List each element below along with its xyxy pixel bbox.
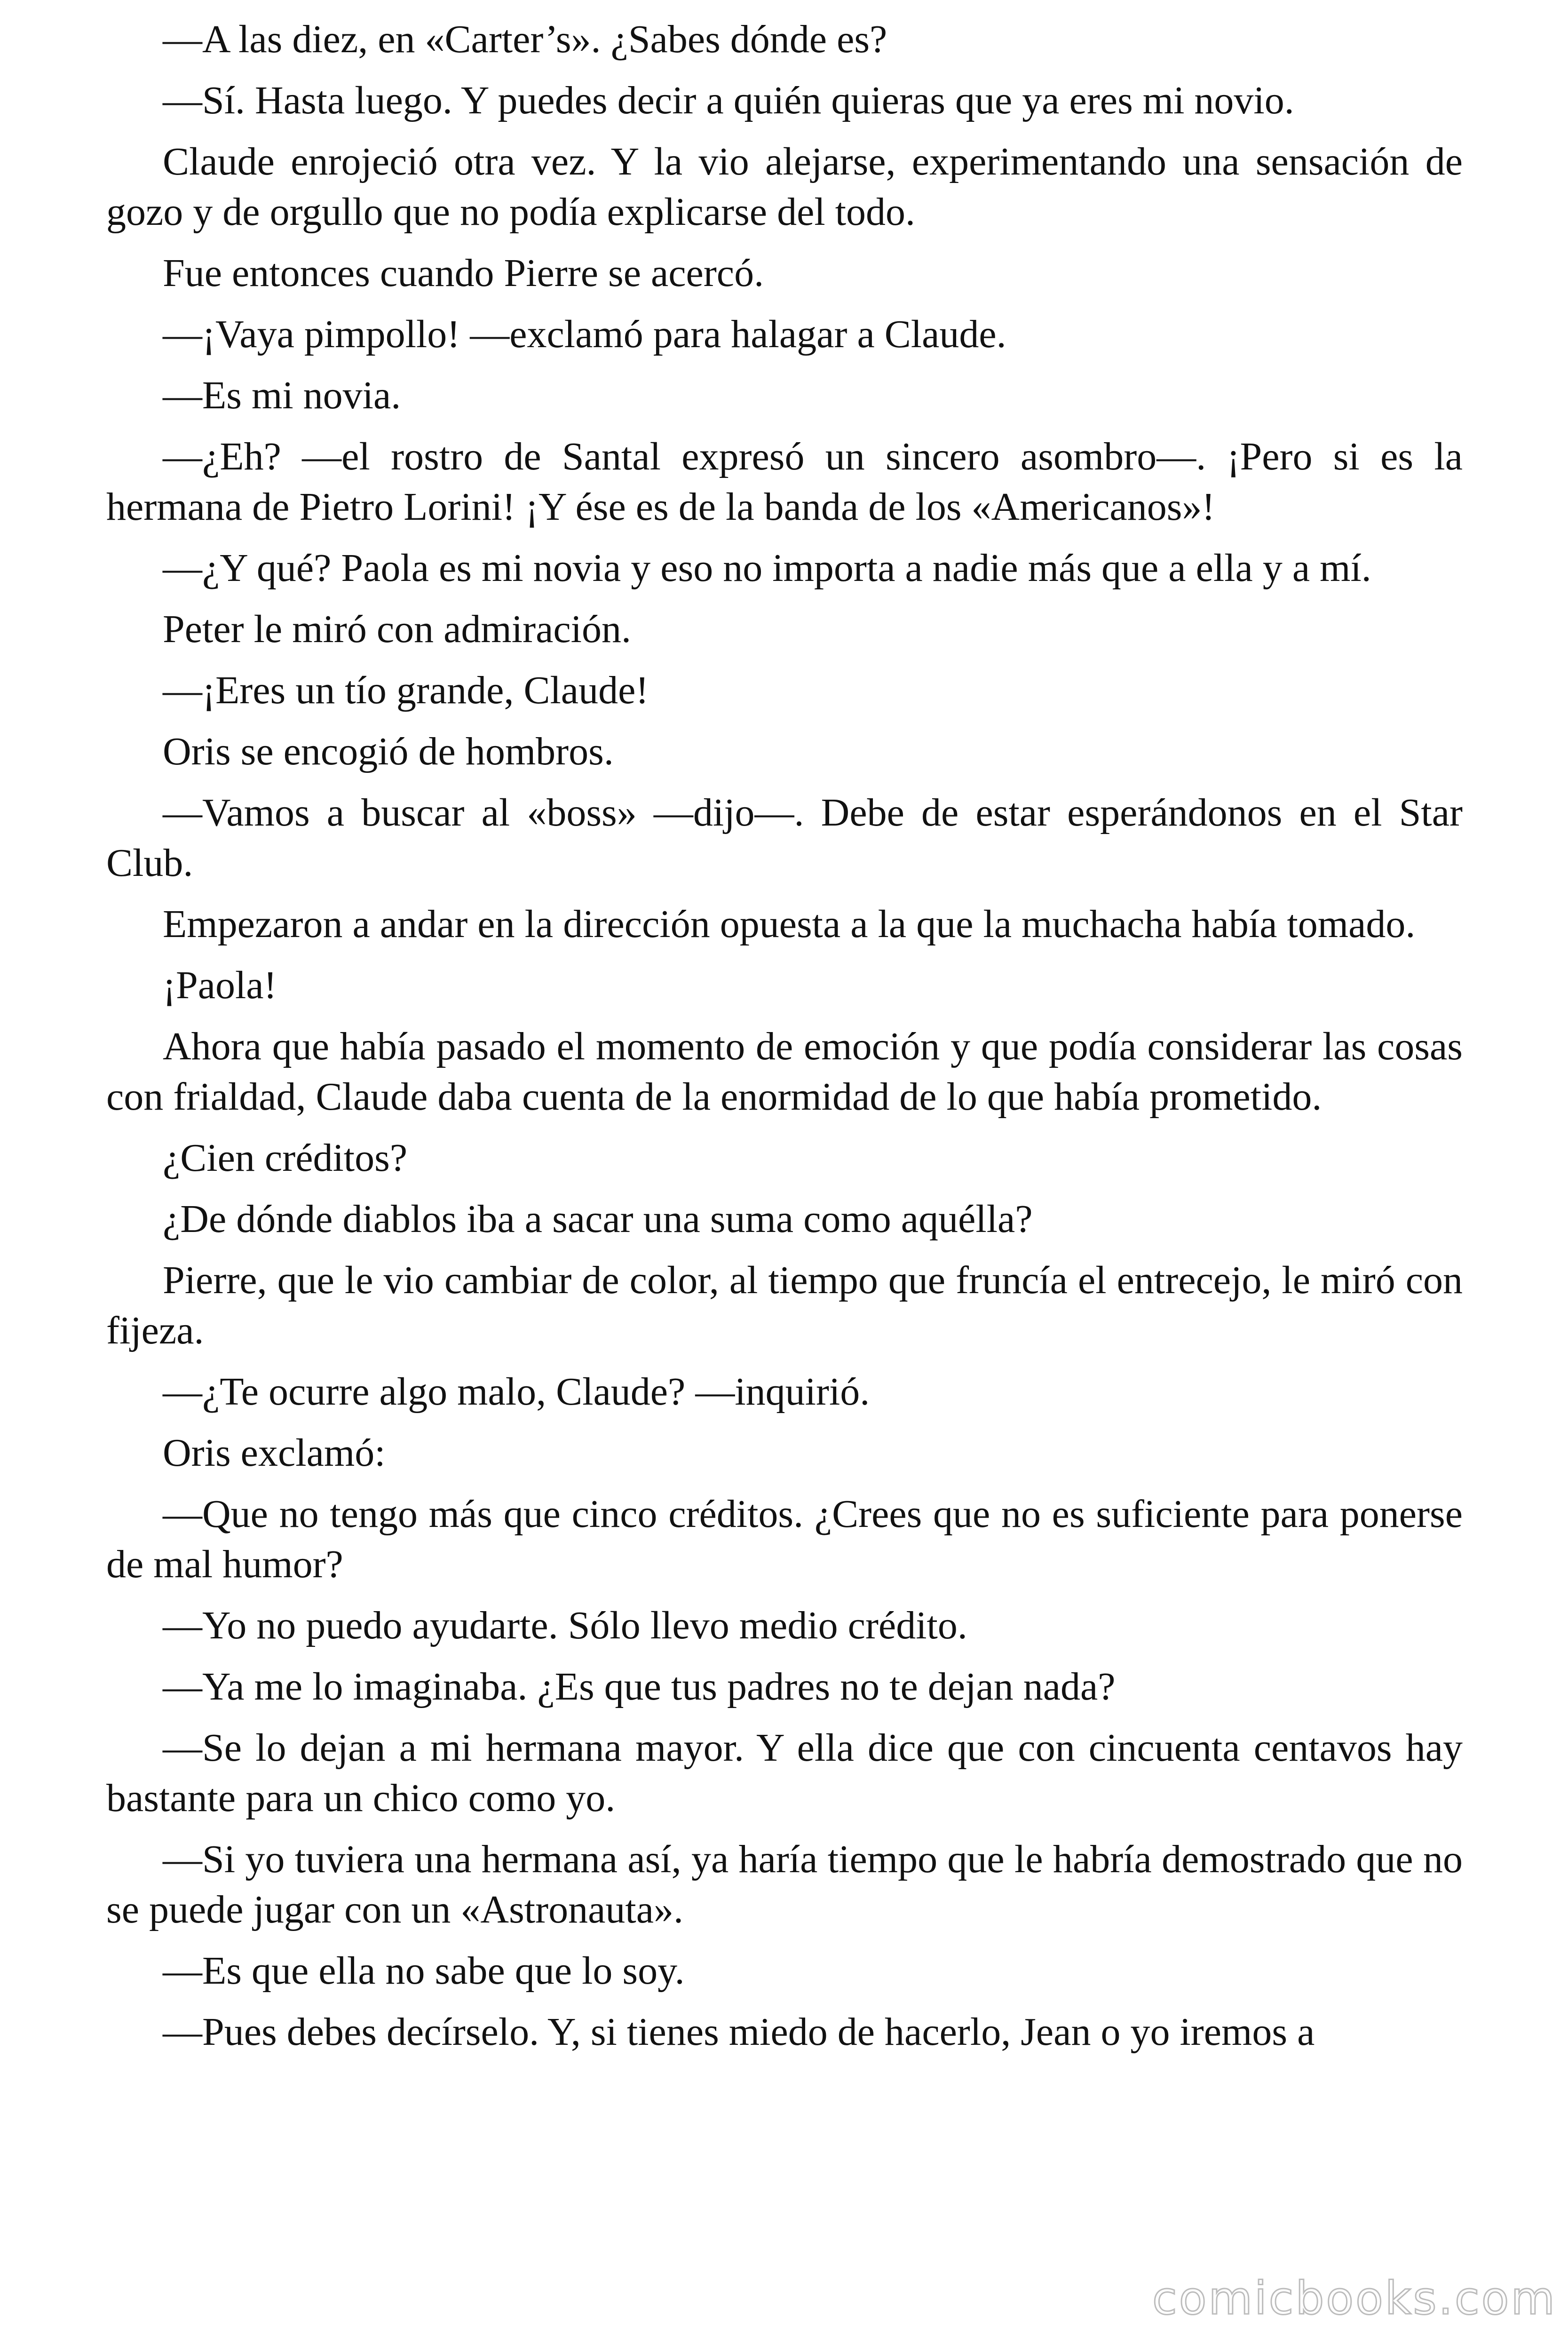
- paragraph: Fue entonces cuando Pierre se acercó.: [163, 251, 764, 295]
- paragraph: —Vamos a buscar al «boss» —dijo—. Debe de estar esperándonos en el Star Club.: [106, 791, 1463, 885]
- paragraph: —¡Vaya pimpollo! —exclamó para halagar a Claude.: [163, 312, 1006, 356]
- paragraph: Empezaron a andar en la dirección opuesta a la que la muchacha había tomado.: [163, 902, 1416, 946]
- paragraph: Pierre, que le vio cambiar de color, al tiempo que fruncía el entrecejo, le miró con fijeza.: [106, 1258, 1463, 1352]
- paragraph: —Ya me lo imaginaba. ¿Es que tus padres no te dejan nada?: [163, 1665, 1116, 1708]
- paragraph: Oris exclamó:: [163, 1431, 386, 1475]
- paragraph: —Se lo dejan a mi hermana mayor. Y ella dice que con cincuenta centavos hay bastante para un chico como yo.: [106, 1726, 1463, 1820]
- paragraph: —Es mi novia.: [163, 373, 401, 417]
- paragraph: —Si yo tuviera una hermana así, ya haría tiempo que le habría demostrado que no se puede jugar con un «Astronauta».: [106, 1837, 1463, 1931]
- paragraph: —¿Y qué? Paola es mi novia y eso no importa a nadie más que a ella y a mí.: [163, 546, 1371, 590]
- paragraph: —Sí. Hasta luego. Y puedes decir a quién quieras que ya eres mi novio.: [163, 79, 1294, 122]
- paragraph: —Que no tengo más que cinco créditos. ¿Crees que no es suficiente para ponerse de mal humor?: [106, 1492, 1463, 1586]
- paragraph: —Es que ella no sabe que lo soy.: [163, 1949, 685, 1993]
- paragraph: Claude enrojeció otra vez. Y la vio alejarse, experimentando una sensación de gozo y de orgullo que no podía explicarse del todo.: [106, 140, 1463, 234]
- paragraph: ¿De dónde diablos iba a sacar una suma como aquélla?: [163, 1197, 1033, 1241]
- paragraph: —¿Eh? —el rostro de Santal expresó un sincero asombro—. ¡Pero si es la hermana de Pietro Lorini! ¡Y ése es de la banda de los «Americanos»!: [106, 435, 1463, 529]
- paragraph: —¡Eres un tío grande, Claude!: [163, 668, 649, 712]
- watermark: comicbooks.com: [1152, 2272, 1557, 2325]
- paragraph: —Pues debes decírselo. Y, si tienes miedo de hacerlo, Jean o yo iremos a: [163, 2010, 1315, 2054]
- paragraph: ¿Cien créditos?: [163, 1136, 408, 1180]
- paragraph: —Yo no puedo ayudarte. Sólo llevo medio crédito.: [163, 1604, 967, 1647]
- paragraph: —¿Te ocurre algo malo, Claude? —inquirió.: [163, 1370, 870, 1414]
- paragraph: Oris se encogió de hombros.: [163, 730, 614, 773]
- paragraph: Ahora que había pasado el momento de emoción y que podía considerar las cosas con frialdad, Claude daba cuenta de la enormidad de lo que había prometido.: [106, 1025, 1463, 1119]
- paragraph: ¡Paola!: [163, 963, 277, 1007]
- paragraph: Peter le miró con admiración.: [163, 607, 631, 651]
- paragraph: —A las diez, en «Carter’s». ¿Sabes dónde es?: [163, 17, 887, 61]
- text-column: [106, 14, 1463, 2068]
